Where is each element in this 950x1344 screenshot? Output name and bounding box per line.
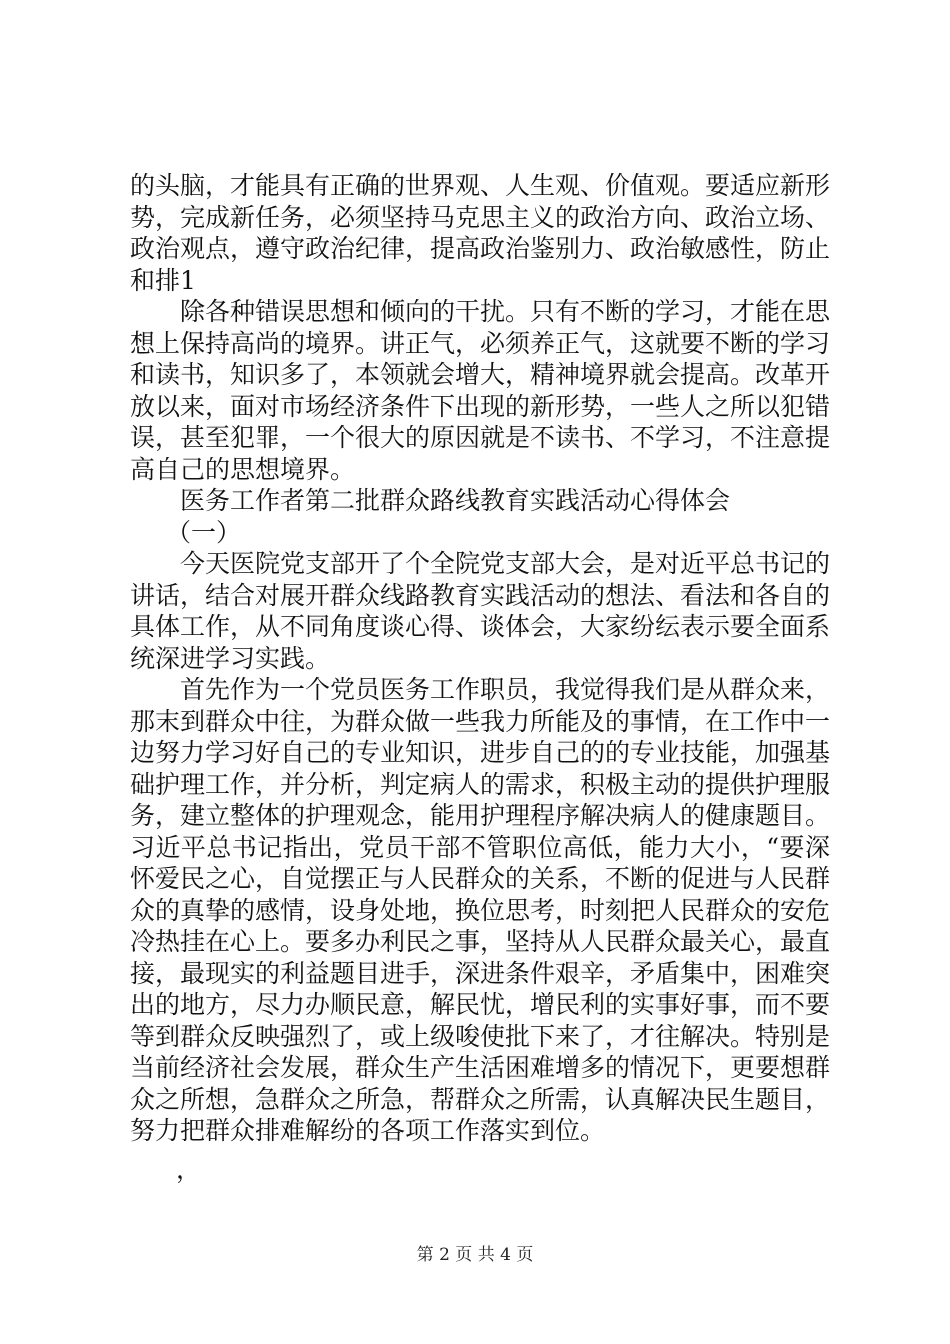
paragraph-2: 除各种错误思想和倾向的干扰。只有不断的学习，才能在思想上保持高尚的境界。讲正气，必须养正气，这就要不断的学习和读书，知识多了，本领就会增大，精神境界就会提高。改革开放以来，面对市场经济条件下出现的新形势，一些人之所以犯错误，甚至犯罪，一个很大的原因就是不读书、不学习，不注意提高自己的思想境界。 [130,297,831,484]
page-number-label: 第 2 页 共 4 页 [416,1245,534,1265]
page-footer [0,1244,950,1266]
section-title: 医务工作者第二批群众路线教育实践活动心得体会 [180,486,731,515]
section-number: （一） [166,517,242,547]
document-body [130,170,830,1147]
paragraph-4: 首先作为一个党员医务工作职员，我觉得我们是从群众来，那末到群众中往，为群众做一些我力所能及的事情，在工作中一边努力学习好自己的专业知识，进步自己的的专业技能，加强基础护理工作，并分析，判定病人的需求，积极主动的提供护理服务，建立整体的护理观念，能用护理程序解决病人的健康题目。习近平总书记指出，党员干部不管职位高低，能力大小，“要深怀爱民之心，自觉摆正与人民群众的关系，不断的促进与人民群众的真挚的感情，设身处地，换位思考，时刻把人民群众的安危冷热挂在心上。要多办利民之事，坚持从人民群众最关心，最直接，最现实的利益题目进手，深进条件艰辛，矛盾集中，困难突出的地方，尽力办顺民意，解民忧，增民利的实事好事，而不要等到群众反映强烈了，或上级唆使批下来了，才往解决。特别是当前经济社会发展，群众生产生活困难增多的情况下，更要想群众之所想，急群众之所急，帮群众之所需，认真解决民生题目，努力把群众排难解纷的各项工作落实到位。 [130,675,831,1145]
paragraph-3: 今天医院党支部开了个全院党支部大会，是对近平总书记的讲话，结合对展开群众线路教育实践活动的想法、看法和各自的具体工作，从不同角度谈心得、谈体会，大家纷纭表示要全面系统深进学习实践。 [130,549,831,673]
stray-comma: ， [176,1155,202,1184]
paragraph-1: 的头脑，才能具有正确的世界观、人生观、价值观。要适应新形势，完成新任务，必须坚持马克思主义的政治方向、政治立场、政治观点，遵守政治纪律，提高政治鉴别力、政治敏感性，防止和排1 [130,171,831,295]
